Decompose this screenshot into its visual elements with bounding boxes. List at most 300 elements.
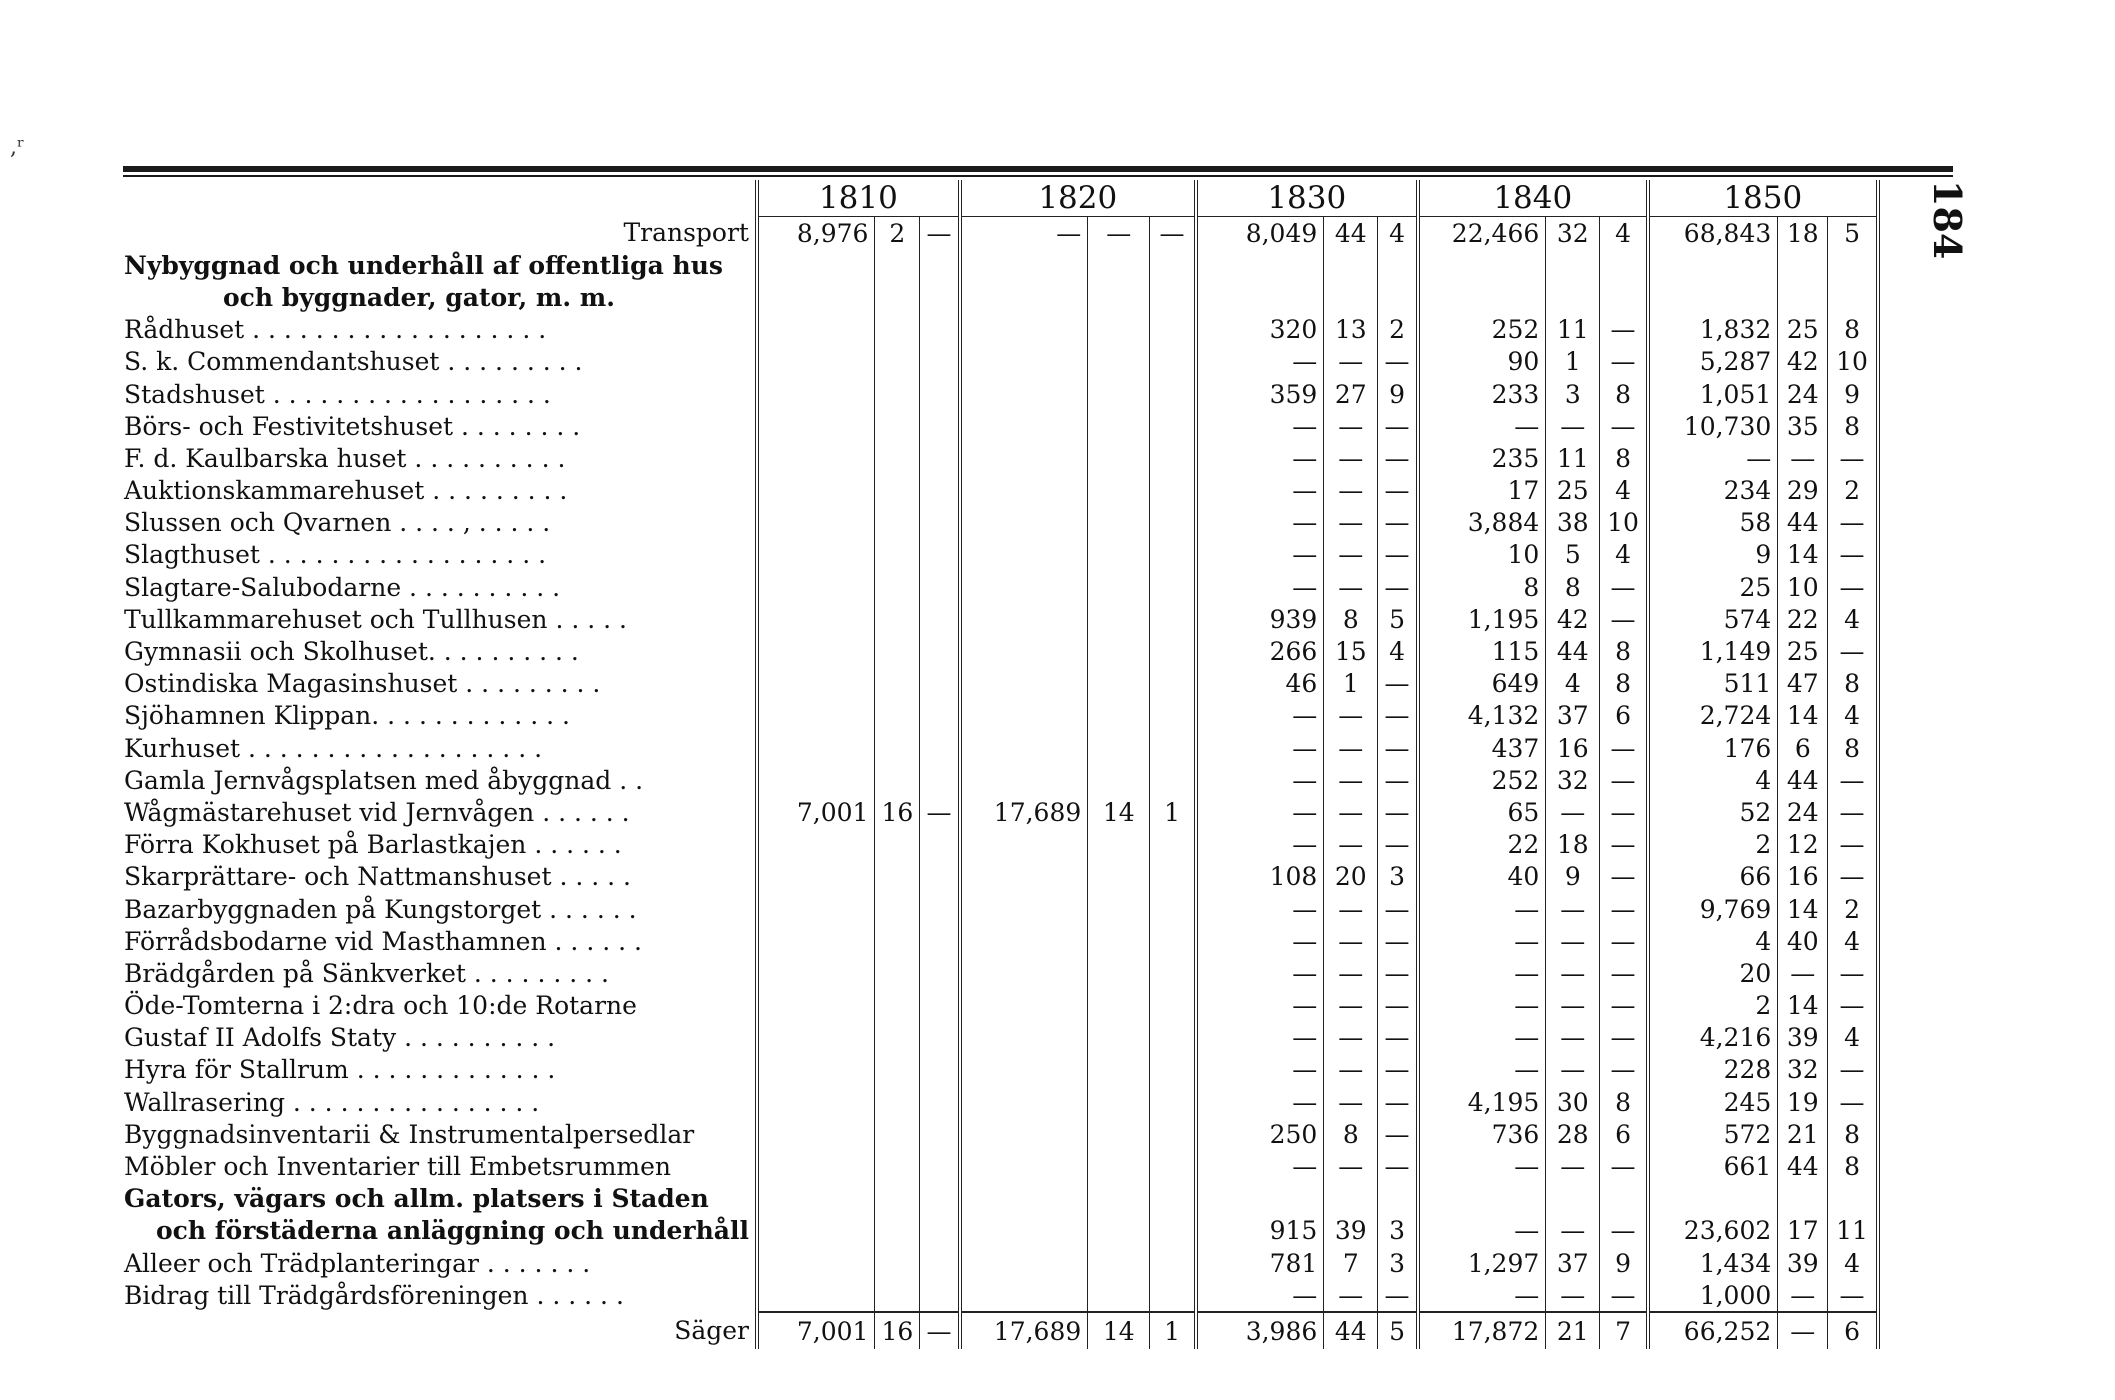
cell-value — [1088, 957, 1150, 989]
cell-value: 68,843 — [1648, 217, 1778, 250]
cell-value: 25 — [1778, 635, 1828, 667]
cell-value: 10 — [1418, 539, 1546, 571]
cell-value: — — [1196, 475, 1324, 507]
cell-value: — — [1828, 796, 1878, 828]
cell-value: 4 — [1828, 603, 1878, 635]
cell-value — [757, 314, 875, 346]
cell-value: — — [1196, 957, 1324, 989]
table-row — [118, 668, 1878, 700]
cell-value — [1150, 475, 1196, 507]
cell-value: — — [1196, 893, 1324, 925]
cell-value: — — [1196, 700, 1324, 732]
cell-value: — — [1600, 957, 1648, 989]
cell-value — [1778, 1183, 1828, 1215]
cell-value — [960, 475, 1088, 507]
cell-value: 1,434 — [1648, 1247, 1778, 1279]
table-row — [118, 829, 1878, 861]
cell-value — [1088, 1022, 1150, 1054]
cell-value: — — [1196, 571, 1324, 603]
cell-value: 252 — [1418, 314, 1546, 346]
cell-value: 511 — [1648, 668, 1778, 700]
cell-value: 17,872 — [1418, 1312, 1546, 1349]
cell-value: 14 — [1778, 539, 1828, 571]
cell-value — [960, 539, 1088, 571]
cell-value — [920, 281, 960, 313]
table-row — [118, 700, 1878, 732]
cell-value: — — [1418, 1022, 1546, 1054]
cell-value: — — [920, 217, 960, 250]
cell-value — [1828, 249, 1878, 281]
cell-value: 44 — [1778, 764, 1828, 796]
table-row — [118, 1118, 1878, 1150]
cell-value — [960, 829, 1088, 861]
cell-value: — — [1600, 925, 1648, 957]
cell-value: — — [1196, 1086, 1324, 1118]
cell-value: 320 — [1196, 314, 1324, 346]
cell-value: — — [1828, 990, 1878, 1022]
cell-value — [757, 700, 875, 732]
cell-value: 9 — [1648, 539, 1778, 571]
row-label: Nybyggnad och underhåll af offentliga hus — [124, 250, 723, 280]
cell-value: — — [1778, 1312, 1828, 1349]
cell-value: — — [1600, 764, 1648, 796]
cell-value: — — [1378, 346, 1418, 378]
cell-value: 32 — [1546, 217, 1600, 250]
cell-value: 9,769 — [1648, 893, 1778, 925]
cell-value: 1,195 — [1418, 603, 1546, 635]
cell-value: — — [1600, 861, 1648, 893]
row-label: Öde-Tomterna i 2:dra och 10:de Rotarne — [124, 991, 637, 1021]
cell-value — [1088, 1183, 1150, 1215]
cell-value — [960, 1022, 1088, 1054]
cell-value: — — [1378, 957, 1418, 989]
cell-value — [875, 603, 920, 635]
cell-value: — — [1196, 925, 1324, 957]
cell-value — [875, 1279, 920, 1312]
cell-value: — — [1378, 1118, 1418, 1150]
cell-value: 234 — [1648, 475, 1778, 507]
cell-value: 4 — [1648, 925, 1778, 957]
cell-value: — — [1600, 796, 1648, 828]
cell-value: 6 — [1778, 732, 1828, 764]
cell-value: 8 — [1828, 732, 1878, 764]
cell-value — [875, 990, 920, 1022]
cell-value: — — [1196, 410, 1324, 442]
cell-value: — — [1418, 1215, 1546, 1247]
cell-value — [1088, 1279, 1150, 1312]
cell-value: 13 — [1324, 314, 1378, 346]
table-row — [118, 957, 1878, 989]
row-label: Börs- och Festivitetshuset . . . . . . . . — [124, 411, 581, 441]
cell-value — [1150, 1279, 1196, 1312]
row-label: Förra Kokhuset på Barlastkajen . . . . . . — [124, 830, 622, 860]
cell-value: 4 — [1378, 217, 1418, 250]
page-number: 184 — [1925, 180, 1970, 260]
cell-value — [960, 1247, 1088, 1279]
cell-value — [1088, 1118, 1150, 1150]
cell-value: — — [1828, 764, 1878, 796]
cell-value: 28 — [1546, 1118, 1600, 1150]
cell-value — [1150, 700, 1196, 732]
cell-value: 24 — [1778, 378, 1828, 410]
cell-value: — — [1600, 1279, 1648, 1312]
cell-value — [1324, 1183, 1378, 1215]
cell-value: — — [1196, 442, 1324, 474]
cell-value — [1150, 990, 1196, 1022]
row-label: Gymnasii och Skolhuset. . . . . . . . . . — [124, 637, 579, 667]
cell-value — [875, 1183, 920, 1215]
cell-value: 176 — [1648, 732, 1778, 764]
cell-value: 17 — [1778, 1215, 1828, 1247]
cell-value: 39 — [1324, 1215, 1378, 1247]
cell-value — [875, 861, 920, 893]
year-header-row — [118, 180, 1878, 217]
cell-value: 12 — [1778, 829, 1828, 861]
cell-value — [960, 957, 1088, 989]
cell-value: 14 — [1778, 893, 1828, 925]
cell-value — [920, 249, 960, 281]
cell-value — [1088, 1247, 1150, 1279]
cell-value: 8,976 — [757, 217, 875, 250]
cell-value — [920, 1215, 960, 1247]
cell-value: 115 — [1418, 635, 1546, 667]
year-header: 1840 — [1418, 180, 1648, 217]
cell-value: — — [1324, 957, 1378, 989]
cell-value — [757, 861, 875, 893]
cell-value: 4,132 — [1418, 700, 1546, 732]
cell-value — [1150, 893, 1196, 925]
cell-value — [875, 732, 920, 764]
cell-value — [1418, 249, 1546, 281]
cell-value — [1150, 1022, 1196, 1054]
cell-value — [1150, 1054, 1196, 1086]
cell-value — [960, 1279, 1088, 1312]
cell-value: 27 — [1324, 378, 1378, 410]
cell-value: 661 — [1648, 1150, 1778, 1182]
cell-value — [920, 1022, 960, 1054]
cell-value — [920, 1247, 960, 1279]
cell-value — [960, 1054, 1088, 1086]
cell-value: — — [960, 217, 1088, 250]
cell-value: 2 — [1648, 829, 1778, 861]
row-label: Byggnadsinventarii & Instrumentalpersedlar — [124, 1119, 695, 1149]
cell-value — [1828, 281, 1878, 313]
cell-value: — — [1324, 1086, 1378, 1118]
cell-value — [960, 346, 1088, 378]
cell-value — [920, 1118, 960, 1150]
cell-value — [757, 1086, 875, 1118]
cell-value — [1150, 346, 1196, 378]
cell-value: — — [1196, 764, 1324, 796]
cell-value — [1600, 1183, 1648, 1215]
cell-value — [875, 281, 920, 313]
cell-value: 9 — [1378, 378, 1418, 410]
cell-value — [920, 957, 960, 989]
cell-value — [757, 635, 875, 667]
cell-value — [875, 957, 920, 989]
row-label: Kurhuset . . . . . . . . . . . . . . . . . . . — [124, 733, 543, 763]
cell-value — [1150, 314, 1196, 346]
table-row — [118, 635, 1878, 667]
cell-value: 66,252 — [1648, 1312, 1778, 1349]
row-label: Bidrag till Trädgårdsföreningen . . . . . . — [124, 1281, 624, 1311]
cell-value: 16 — [1778, 861, 1828, 893]
cell-value — [757, 1054, 875, 1086]
top-rule — [123, 166, 1953, 172]
cell-value — [960, 668, 1088, 700]
cell-value: — — [1324, 990, 1378, 1022]
cell-value — [920, 990, 960, 1022]
cell-value: — — [1828, 861, 1878, 893]
cell-value: 2 — [1648, 990, 1778, 1022]
cell-value — [1150, 1247, 1196, 1279]
cell-value: 4 — [1600, 217, 1648, 250]
cell-value — [920, 1183, 960, 1215]
cell-value — [757, 829, 875, 861]
cell-value: 23,602 — [1648, 1215, 1778, 1247]
table-row — [118, 1022, 1878, 1054]
cell-value — [1150, 571, 1196, 603]
table-row — [118, 1054, 1878, 1086]
cell-value — [1150, 1150, 1196, 1182]
table-row — [118, 475, 1878, 507]
cell-value — [875, 700, 920, 732]
cell-value: — — [1196, 1279, 1324, 1312]
cell-value — [757, 1022, 875, 1054]
cell-value: — — [1418, 1279, 1546, 1312]
cell-value: 16 — [875, 1312, 920, 1349]
cell-value: 2 — [1828, 893, 1878, 925]
cell-value: 22,466 — [1418, 217, 1546, 250]
cell-value: — — [1378, 764, 1418, 796]
row-label: Förrådsbodarne vid Masthamnen . . . . . . — [124, 926, 642, 956]
cell-value — [920, 1086, 960, 1118]
cell-value — [920, 700, 960, 732]
cell-value: 1,000 — [1648, 1279, 1778, 1312]
row-label: Sjöhamnen Klippan. . . . . . . . . . . . . — [124, 701, 570, 731]
cell-value — [1150, 925, 1196, 957]
row-label: Bazarbyggnaden på Kungstorget . . . . . . — [124, 894, 637, 924]
row-label: S. k. Commendantshuset . . . . . . . . . — [124, 347, 583, 377]
cell-value: — — [1600, 732, 1648, 764]
cell-value: — — [1418, 1150, 1546, 1182]
cell-value: — — [1378, 442, 1418, 474]
cell-value: 5 — [1546, 539, 1600, 571]
cell-value: — — [1546, 1022, 1600, 1054]
cell-value — [960, 507, 1088, 539]
cell-value: 17,689 — [960, 796, 1088, 828]
cell-value — [1088, 1086, 1150, 1118]
row-label: Transport — [623, 218, 749, 248]
cell-value: 233 — [1418, 378, 1546, 410]
cell-value: 4 — [1828, 1247, 1878, 1279]
cell-value — [875, 1215, 920, 1247]
cell-value — [960, 249, 1088, 281]
cell-value — [1778, 281, 1828, 313]
cell-value: — — [1196, 796, 1324, 828]
cell-value: — — [1324, 346, 1378, 378]
cell-value: 5 — [1828, 217, 1878, 250]
cell-value: — — [1378, 796, 1418, 828]
cell-value: 25 — [1778, 314, 1828, 346]
cell-value: — — [1324, 764, 1378, 796]
cell-value — [960, 893, 1088, 925]
sum-label: Säger — [674, 1316, 749, 1346]
cell-value — [1150, 957, 1196, 989]
cell-value: 11 — [1828, 1215, 1878, 1247]
cell-value: — — [1778, 1279, 1828, 1312]
cell-value: 17,689 — [960, 1312, 1088, 1349]
cell-value: 108 — [1196, 861, 1324, 893]
cell-value: 7,001 — [757, 796, 875, 828]
cell-value — [875, 925, 920, 957]
cell-value: 66 — [1648, 861, 1778, 893]
cell-value: 2 — [1828, 475, 1878, 507]
label-header — [118, 180, 757, 217]
cell-value: — — [1600, 1022, 1648, 1054]
cell-value: — — [1196, 732, 1324, 764]
year-header: 1830 — [1196, 180, 1418, 217]
cell-value: — — [1378, 1150, 1418, 1182]
cell-value: 8 — [1600, 635, 1648, 667]
cell-value: 649 — [1418, 668, 1546, 700]
cell-value — [960, 925, 1088, 957]
cell-value: — — [1324, 925, 1378, 957]
cell-value: 8 — [1828, 1150, 1878, 1182]
cell-value: 42 — [1778, 346, 1828, 378]
cell-value: 22 — [1778, 603, 1828, 635]
cell-value: — — [1378, 475, 1418, 507]
cell-value: 39 — [1778, 1247, 1828, 1279]
cell-value: 8 — [1600, 378, 1648, 410]
cell-value — [875, 378, 920, 410]
cell-value — [920, 635, 960, 667]
cell-value — [960, 990, 1088, 1022]
cell-value: 10 — [1778, 571, 1828, 603]
cell-value: 18 — [1778, 217, 1828, 250]
cell-value: — — [1546, 1054, 1600, 1086]
cell-value — [757, 603, 875, 635]
cell-value — [1150, 764, 1196, 796]
cell-value: 44 — [1324, 217, 1378, 250]
cell-value — [920, 314, 960, 346]
cell-value — [757, 732, 875, 764]
cell-value: — — [1600, 603, 1648, 635]
cell-value: — — [1600, 893, 1648, 925]
cell-value: 252 — [1418, 764, 1546, 796]
cell-value: — — [920, 1312, 960, 1349]
cell-value — [920, 1279, 960, 1312]
cell-value: 5,287 — [1648, 346, 1778, 378]
cell-value: — — [1828, 442, 1878, 474]
cell-value: 8 — [1828, 668, 1878, 700]
cell-value — [875, 635, 920, 667]
cell-value: 14 — [1088, 1312, 1150, 1349]
cell-value — [960, 1086, 1088, 1118]
cell-value — [1150, 1215, 1196, 1247]
cell-value — [757, 925, 875, 957]
sum-row — [118, 1312, 1878, 1349]
cell-value — [875, 1118, 920, 1150]
year-header: 1850 — [1648, 180, 1878, 217]
cell-value — [1088, 442, 1150, 474]
cell-value: 572 — [1648, 1118, 1778, 1150]
cell-value: 22 — [1418, 829, 1546, 861]
cell-value: 24 — [1778, 796, 1828, 828]
cell-value: 1,297 — [1418, 1247, 1546, 1279]
cell-value: — — [1828, 1279, 1878, 1312]
cell-value: 4 — [1600, 475, 1648, 507]
cell-value: — — [1150, 217, 1196, 250]
cell-value: — — [1378, 829, 1418, 861]
cell-value: — — [1418, 990, 1546, 1022]
cell-value: 37 — [1546, 700, 1600, 732]
cell-value — [757, 1150, 875, 1182]
cell-value — [875, 314, 920, 346]
cell-value — [757, 1247, 875, 1279]
cell-value: 915 — [1196, 1215, 1324, 1247]
row-label: Gustaf II Adolfs Staty . . . . . . . . . . — [124, 1023, 556, 1053]
cell-value — [920, 829, 960, 861]
year-header: 1820 — [960, 180, 1196, 217]
cell-value: 35 — [1778, 410, 1828, 442]
cell-value — [960, 410, 1088, 442]
cell-value: 44 — [1778, 507, 1828, 539]
cell-value: 17 — [1418, 475, 1546, 507]
cell-value — [960, 1150, 1088, 1182]
cell-value — [1150, 281, 1196, 313]
cell-value — [920, 442, 960, 474]
cell-value — [757, 957, 875, 989]
cell-value: 1,149 — [1648, 635, 1778, 667]
cell-value: 6 — [1600, 1118, 1648, 1150]
cell-value: — — [1196, 507, 1324, 539]
cell-value — [875, 1150, 920, 1182]
cell-value: — — [1828, 539, 1878, 571]
cell-value — [875, 346, 920, 378]
cell-value: — — [1378, 1022, 1418, 1054]
cell-value: — — [1828, 507, 1878, 539]
cell-value — [1150, 829, 1196, 861]
cell-value: — — [1324, 410, 1378, 442]
cell-value: — — [1600, 829, 1648, 861]
cell-value — [1088, 507, 1150, 539]
cell-value — [1088, 346, 1150, 378]
row-label: Stadshuset . . . . . . . . . . . . . . . . . . — [124, 379, 551, 409]
cell-value — [757, 410, 875, 442]
cell-value — [920, 603, 960, 635]
cell-value: — — [1196, 990, 1324, 1022]
cell-value: 9 — [1828, 378, 1878, 410]
row-label: Brädgården på Sänkverket . . . . . . . . . — [124, 958, 609, 988]
cell-value: — — [1600, 1215, 1648, 1247]
cell-value — [757, 1183, 875, 1215]
cell-value — [960, 378, 1088, 410]
table-row — [118, 249, 1878, 281]
cell-value — [875, 668, 920, 700]
table-row — [118, 893, 1878, 925]
cell-value: 8 — [1828, 1118, 1878, 1150]
cell-value: 2 — [875, 217, 920, 250]
cell-value: 3 — [1378, 861, 1418, 893]
cell-value — [875, 539, 920, 571]
cell-value: 65 — [1418, 796, 1546, 828]
cell-value: 11 — [1546, 442, 1600, 474]
cell-value: — — [1378, 1086, 1418, 1118]
cell-value — [757, 442, 875, 474]
cell-value: 5 — [1378, 603, 1418, 635]
cell-value: 39 — [1778, 1022, 1828, 1054]
